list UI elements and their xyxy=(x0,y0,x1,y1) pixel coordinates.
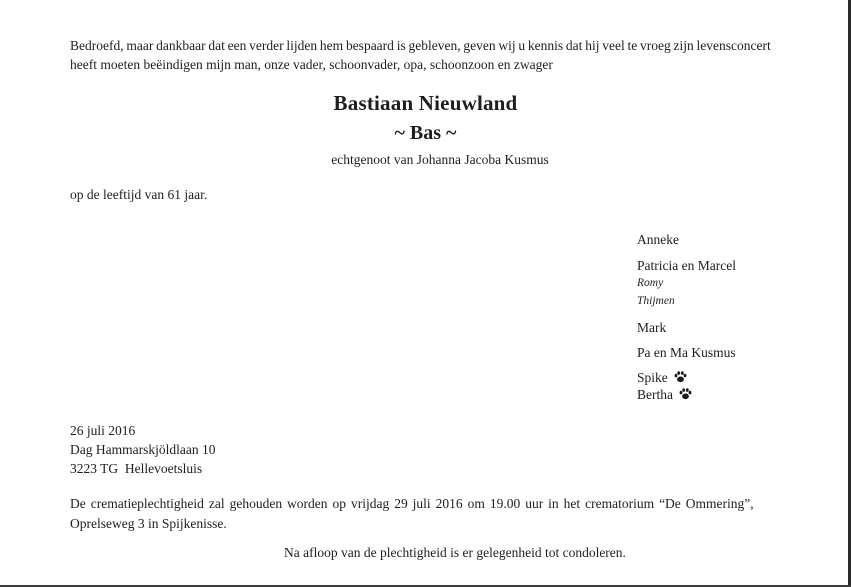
address-date: 26 juli 2016 xyxy=(70,423,136,438)
pet-name-bertha: Bertha xyxy=(637,387,673,402)
family-member-anneke: Anneke xyxy=(637,232,679,247)
pet-bertha xyxy=(637,387,692,404)
ceremony-line-2: Oprelseweg 3 in Spijkenisse. xyxy=(70,516,227,531)
deceased-name: Bastiaan Nieuwland xyxy=(333,91,518,115)
paw-print-icon xyxy=(674,371,687,387)
family-member-mark: Mark xyxy=(637,320,667,335)
family-member-patricia-marcel: Patricia en Marcel xyxy=(637,258,736,273)
ceremony-text xyxy=(70,494,754,534)
grandchild-thijmen: Thijmen xyxy=(637,295,675,307)
intro-line-2: heeft moeten beëindigen mijn man, onze vader, schoonvader, opa, schoonzoon en zwager xyxy=(70,57,553,72)
address-city: 3223 TG Hellevoetsluis xyxy=(70,461,203,476)
intro-line-1: Bedroefd, maar dankbaar dat een verder lijden hem bespaard is gebleven, geven wij u kennis dat hij veel te vroeg zijn levensconcert xyxy=(70,38,771,53)
grandchild-romy: Romy xyxy=(637,277,664,289)
paw-print-icon xyxy=(679,388,692,404)
ceremony-line-1: De crematieplechtigheid zal gehouden worden op vrijdag 29 juli 2016 om 19.00 uur in het crematorium “De Ommering”, xyxy=(70,496,754,511)
spouse-line: echtgenoot van Johanna Jacoba Kusmus xyxy=(331,152,549,167)
pet-spike xyxy=(637,370,687,387)
deceased-nickname: ~ Bas ~ xyxy=(394,122,457,144)
pet-name-spike: Spike xyxy=(637,370,668,385)
address-street: Dag Hammarskjöldlaan 10 xyxy=(70,442,216,457)
age-line: op de leeftijd van 61 jaar. xyxy=(70,187,208,202)
intro-text xyxy=(70,36,771,74)
family-member-pa-ma: Pa en Ma Kusmus xyxy=(637,345,736,360)
address-block xyxy=(70,421,215,478)
closing-line: Na afloop van de plechtigheid is er gelegenheid tot condoleren. xyxy=(284,545,626,560)
